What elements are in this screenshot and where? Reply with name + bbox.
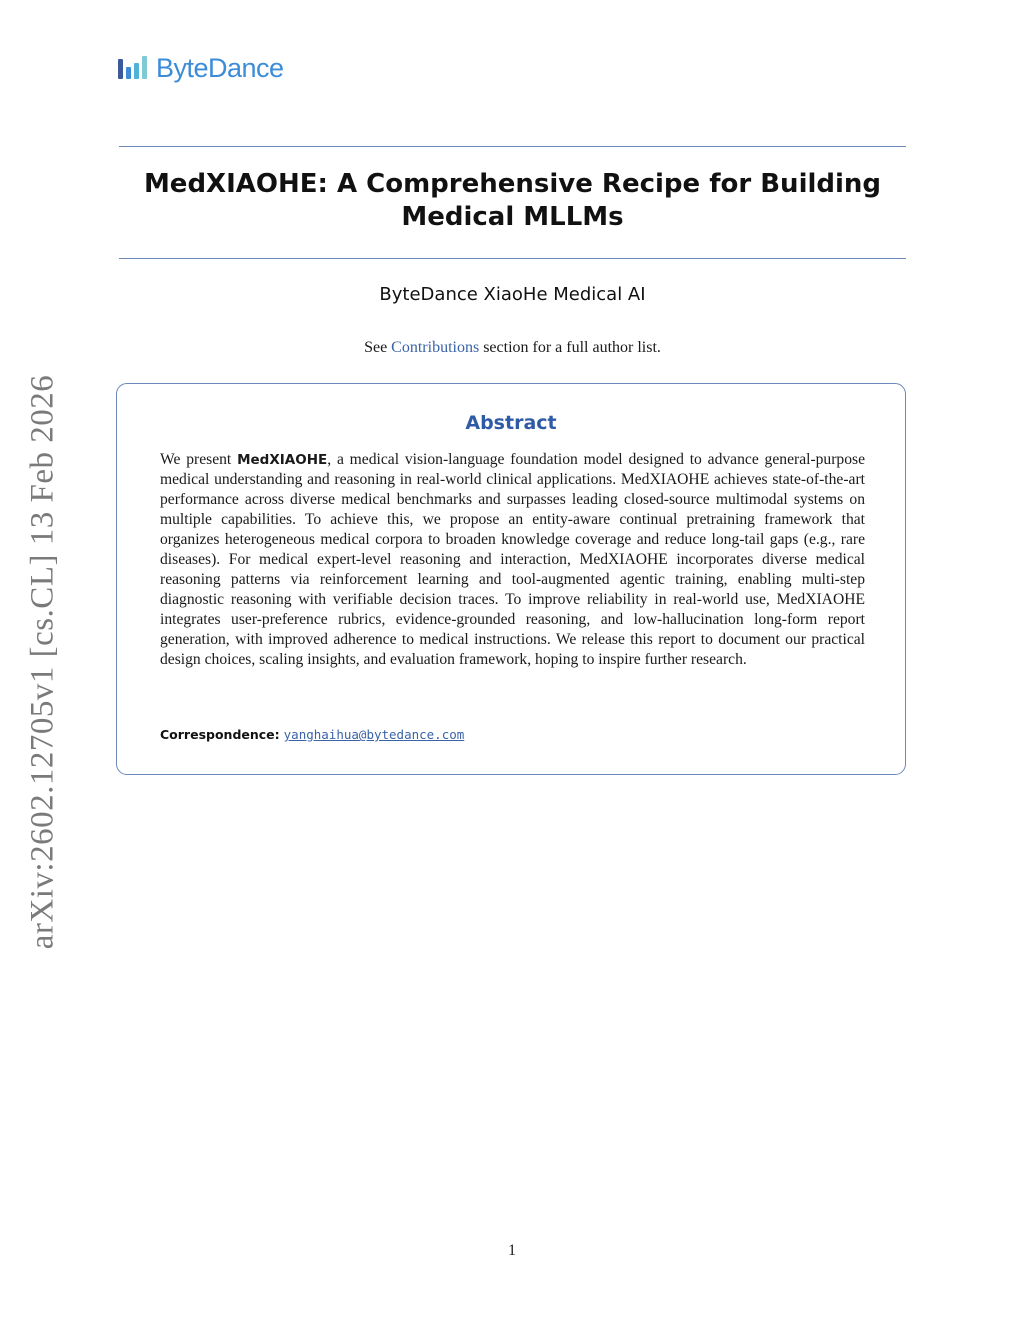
- logo-bar-2: [126, 67, 131, 79]
- author-note-suffix: section for a full author list.: [479, 339, 661, 356]
- bottom-rule: [119, 258, 906, 259]
- logo-bar-1: [118, 59, 123, 79]
- contributions-link[interactable]: Contributions: [391, 339, 480, 356]
- correspondence-email[interactable]: yanghaihua@bytedance.com: [283, 727, 465, 742]
- bytedance-logo: [118, 52, 284, 84]
- correspondence: [160, 727, 464, 743]
- logo-text: ByteDance: [156, 52, 284, 83]
- page-number: 1: [508, 1242, 516, 1259]
- paper-title: MedXIAOHE: A Comprehensive Recipe for Building Medical MLLMs: [143, 169, 882, 232]
- model-name: MedXIAOHE: [237, 452, 328, 468]
- abstract-box: [116, 383, 906, 775]
- top-rule: [119, 146, 906, 147]
- correspondence-label: Correspondence:: [160, 727, 280, 742]
- author-note: [119, 339, 906, 357]
- organization: ByteDance XiaoHe Medical AI: [379, 284, 646, 305]
- logo-bar-4: [142, 56, 147, 79]
- abstract-intro: We present: [160, 451, 238, 468]
- bytedance-logo-icon: [118, 55, 148, 81]
- abstract-text: [160, 450, 865, 670]
- logo-bar-3: [134, 63, 139, 79]
- abstract-heading: Abstract: [465, 412, 557, 434]
- author-note-prefix: See: [364, 339, 392, 356]
- arxiv-stamp: arXiv:2602.12705v1 [cs.CL] 13 Feb 2026: [24, 374, 61, 950]
- abstract-body: , a medical vision-language foundation model designed to advance general-purpose medical understanding and reasoning in real-world clinical applications. MedXIAOHE achieves state-of-the-art performance across diverse medical benchmarks and surpasses leading closed-source multimodal systems on multiple capabilities. To achieve this, we propose an entity-aware continual pretraining framework that organizes heterogeneous medical corpora to broaden knowledge coverage and reduce long-tail gaps (e.g., rare diseases). For medical expert-level reasoning and interaction, MedXIAOHE incorporates diverse medical reasoning patterns via reinforcement learning and tool-augmented agentic training, enabling multi-step diagnostic reasoning with verifiable decision traces. To improve reliability in real-world use, MedXIAOHE integrates user-preference rubrics, evidence-grounded reasoning, and low-hallucination long-form report generation, with improved adherence to medical instructions. We release this report to document our practical design choices, scaling insights, and evaluation framework, hoping to inspire further research.: [160, 451, 866, 668]
